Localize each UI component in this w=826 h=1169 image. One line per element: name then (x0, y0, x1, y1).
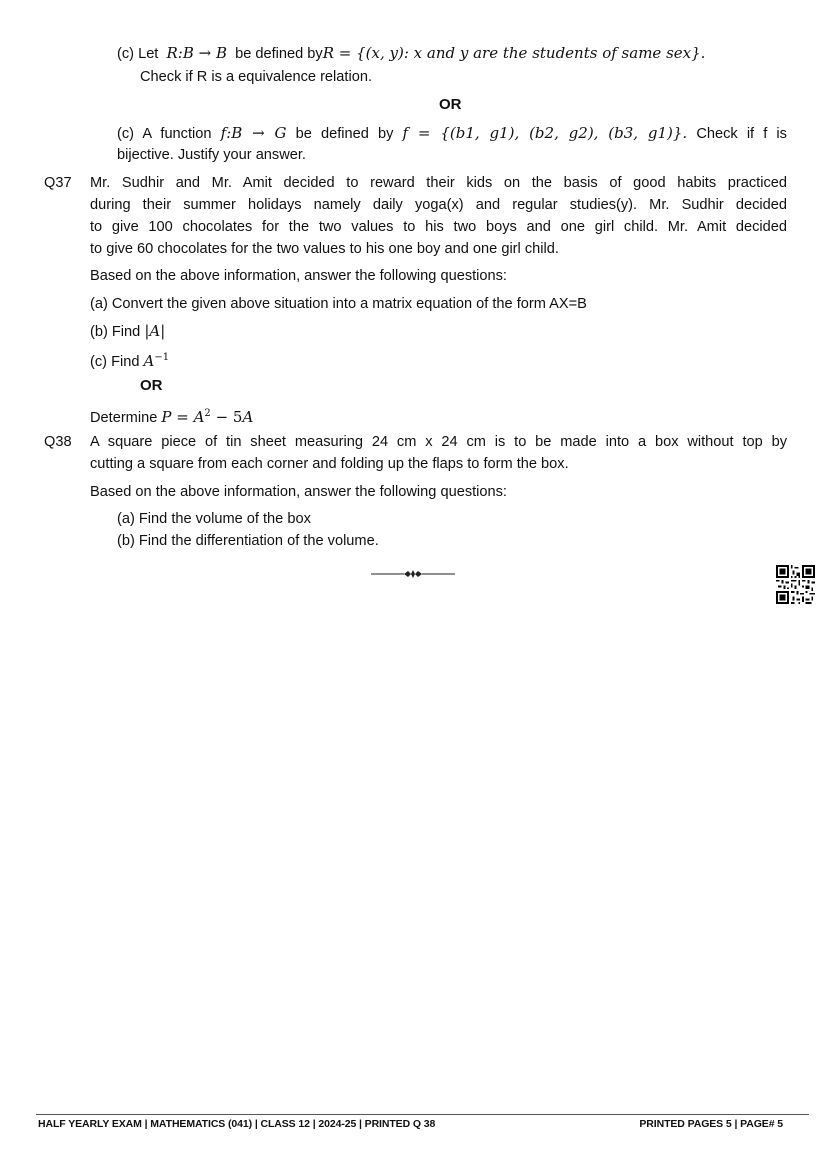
q36c-line1 (117, 43, 705, 64)
q37-or-label: OR (140, 377, 163, 394)
q37-para-line: to give 60 chocolates for the two values to his one boy and one girl child. (90, 241, 559, 257)
q36c-alt-tail: Check if f is (696, 126, 787, 142)
ornament-divider-icon (371, 567, 455, 581)
q37-para-line: Mr. Sudhir and Mr. Amit decided to reward their kids on the basis of good habits practiced (90, 175, 787, 191)
q37-part-b (90, 321, 165, 342)
q36c-alt-mid: be defined by (295, 126, 394, 142)
q38-intro: Based on the above information, answer the following questions: (90, 484, 507, 500)
relation-set: R = {(x, y): x and y are the students of same sex}. (322, 44, 706, 62)
q37-determine (90, 404, 253, 428)
relation-symbol: R:B → B (166, 44, 227, 62)
footer-right: PRINTED PAGES 5 | PAGE# 5 (639, 1118, 783, 1130)
q38-para-line: cutting a square from each corner and folding up the flaps to form the box. (90, 456, 569, 472)
q38-part-b: (b) Find the differentiation of the volume. (117, 533, 379, 549)
q37-part-c-label: (c) Find (90, 354, 140, 370)
p-expression: $P = A^2 - 5A$ (161, 408, 254, 426)
q38-para-line: A square piece of tin sheet measuring 24 cm x 24 cm is to be made into a box without top by (90, 434, 787, 450)
q37-para-line: during their summer holidays namely daily yoga(x) and regular studies(y). Mr. Sudhir decided (90, 197, 787, 213)
q37-intro: Based on the above information, answer the following questions: (90, 268, 507, 284)
q36c-alt-line1 (117, 123, 787, 144)
q37-part-c (90, 348, 169, 372)
q37-part-a: (a) Convert the given above situation into a matrix equation of the form AX=B (90, 296, 587, 312)
a-inverse: $A^{-1}$ (143, 352, 170, 370)
det-a: |A| (144, 322, 166, 340)
q36c-label: (c) Let (117, 46, 159, 62)
q36c-alt-label: (c) A function (117, 126, 212, 142)
question-number-38: Q38 (44, 434, 72, 450)
q37-part-b-label: (b) Find (90, 324, 141, 340)
footer-rule (36, 1114, 809, 1115)
or-divider-label: OR (439, 96, 462, 113)
function-set: f = {(b1, g1), (b2, g2), (b3, g1)}. (402, 124, 688, 142)
q38-part-a: (a) Find the volume of the box (117, 511, 311, 527)
q36c-line2: Check if R is a equivalence relation. (140, 69, 372, 85)
qr-code-icon (776, 565, 815, 604)
function-symbol: f:B → G (220, 124, 287, 142)
q36c-mid: be defined by (235, 46, 323, 62)
q36c-alt-line2: bijective. Justify your answer. (117, 147, 306, 163)
q37-determine-label: Determine (90, 410, 158, 426)
q37-para-line: to give 100 chocolates for the two values to his two boys and one girl child. Mr. Amit decided (90, 219, 787, 235)
footer-left: HALF YEARLY EXAM | MATHEMATICS (041) | CLASS 12 | 2024-25 | PRINTED Q 38 (38, 1118, 436, 1130)
question-number-37: Q37 (44, 175, 72, 191)
